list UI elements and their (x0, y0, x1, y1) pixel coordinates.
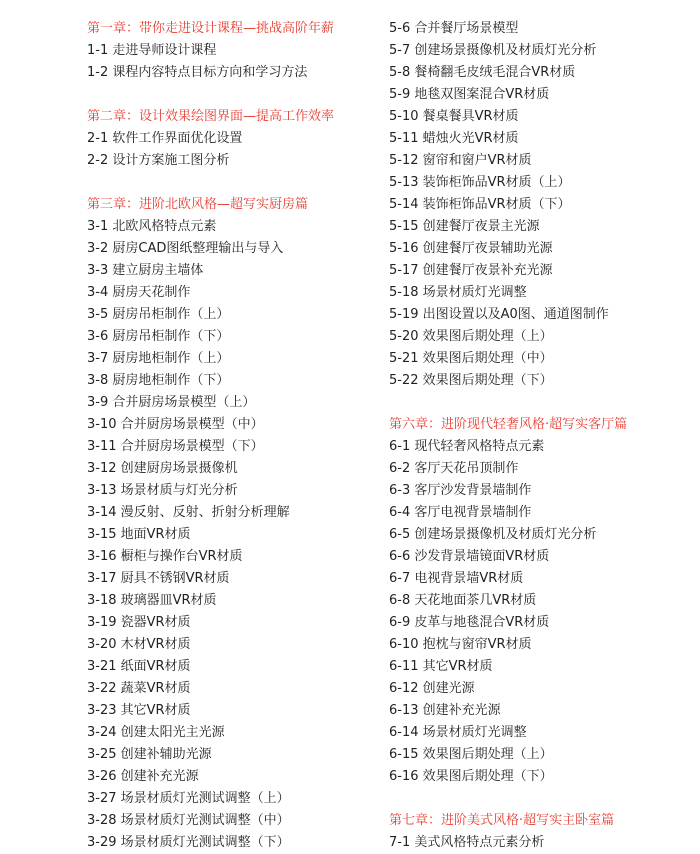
lesson-item: 3-8 厨房地柜制作（下） (87, 373, 230, 388)
lesson-item: 3-28 场景材质灯光测试调整（中） (87, 813, 290, 828)
lesson-item: 6-2 客厅天花吊顶制作 (389, 461, 519, 476)
lesson-item: 3-1 北欧风格特点元素 (87, 219, 217, 234)
lesson-item: 6-14 场景材质灯光调整 (389, 725, 527, 740)
lesson-item: 3-16 橱柜与操作台VR材质 (87, 549, 243, 564)
lesson-item: 3-20 木材VR材质 (87, 637, 191, 652)
lesson-item: 6-3 客厅沙发背景墙制作 (389, 483, 532, 498)
lesson-item: 5-22 效果图后期处理（下） (389, 373, 553, 388)
lesson-item: 3-6 厨房吊柜制作（下） (87, 329, 230, 344)
lesson-item: 3-17 厨具不锈钢VR材质 (87, 571, 230, 586)
section-spacer (87, 172, 377, 194)
lesson-item: 3-14 漫反射、反射、折射分析理解 (87, 505, 290, 520)
lesson-item: 5-15 创建餐厅夜景主光源 (389, 219, 540, 234)
lesson-item: 6-10 抱枕与窗帘VR材质 (389, 637, 532, 652)
lesson-item: 5-9 地毯双图案混合VR材质 (389, 87, 550, 102)
lesson-item: 5-14 装饰柜饰品VR材质（下） (389, 197, 571, 212)
lesson-item: 3-25 创建补辅助光源 (87, 747, 212, 762)
lesson-item: 6-11 其它VR材质 (389, 659, 493, 674)
lesson-item: 5-10 餐桌餐具VR材质 (389, 109, 519, 124)
left-column (87, 18, 377, 854)
lesson-item: 3-27 场景材质灯光测试调整（上） (87, 791, 290, 806)
chapter-heading: 第三章：进阶北欧风格—超写实厨房篇 (87, 197, 309, 212)
lesson-item: 5-19 出图设置以及A0图、通道图制作 (389, 307, 609, 322)
lesson-item: 5-16 创建餐厅夜景辅助光源 (389, 241, 553, 256)
lesson-item: 3-13 场景材质与灯光分析 (87, 483, 238, 498)
lesson-item: 6-1 现代轻奢风格特点元素 (389, 439, 545, 454)
lesson-item: 6-12 创建光源 (389, 681, 475, 696)
lesson-item: 6-13 创建补充光源 (389, 703, 501, 718)
lesson-item: 5-6 合并餐厅场景模型 (389, 21, 519, 36)
lesson-item: 5-18 场景材质灯光调整 (389, 285, 527, 300)
lesson-item: 3-3 建立厨房主墙体 (87, 263, 204, 278)
lesson-item: 6-4 客厅电视背景墙制作 (389, 505, 532, 520)
lesson-item: 1-2 课程内容特点目标方向和学习方法 (87, 65, 308, 80)
lesson-item: 6-5 创建场景摄像机及材质灯光分析 (389, 527, 597, 542)
chapter-heading: 第一章：带你走进设计课程—挑战高阶年薪 (87, 21, 335, 36)
chapter-heading: 第七章：进阶美式风格·超写实主卧室篇 (389, 813, 615, 828)
lesson-item: 3-5 厨房吊柜制作（上） (87, 307, 230, 322)
lesson-item: 5-12 窗帘和窗户VR材质 (389, 153, 532, 168)
lesson-item: 3-9 合并厨房场景模型（上） (87, 395, 256, 410)
lesson-item: 3-22 蔬菜VR材质 (87, 681, 191, 696)
lesson-item: 3-4 厨房天花制作 (87, 285, 191, 300)
lesson-item: 3-10 合并厨房场景模型（中） (87, 417, 264, 432)
lesson-item: 3-19 瓷器VR材质 (87, 615, 191, 630)
lesson-item: 5-7 创建场景摄像机及材质灯光分析 (389, 43, 597, 58)
lesson-item: 5-8 餐椅翻毛皮绒毛混合VR材质 (389, 65, 576, 80)
lesson-item: 5-17 创建餐厅夜景补充光源 (389, 263, 553, 278)
lesson-item: 3-7 厨房地柜制作（上） (87, 351, 230, 366)
lesson-item: 5-20 效果图后期处理（上） (389, 329, 553, 344)
lesson-item: 3-23 其它VR材质 (87, 703, 191, 718)
lesson-item: 3-12 创建厨房场景摄像机 (87, 461, 238, 476)
chapter-heading: 第六章：进阶现代轻奢风格·超写实客厅篇 (389, 417, 628, 432)
lesson-item: 1-1 走进导师设计课程 (87, 43, 217, 58)
chapter-heading: 第二章：设计效果绘图界面—提高工作效率 (87, 109, 335, 124)
lesson-item: 6-7 电视背景墙VR材质 (389, 571, 524, 586)
lesson-item: 5-13 装饰柜饰品VR材质（上） (389, 175, 571, 190)
lesson-item: 3-21 纸面VR材质 (87, 659, 191, 674)
lesson-item: 6-9 皮革与地毯混合VR材质 (389, 615, 550, 630)
lesson-item: 3-11 合并厨房场景模型（下） (87, 439, 264, 454)
lesson-item: 3-29 场景材质灯光测试调整（下） (87, 835, 290, 850)
lesson-item: 5-11 蜡烛火光VR材质 (389, 131, 519, 146)
lesson-item: 3-15 地面VR材质 (87, 527, 191, 542)
lesson-item: 3-2 厨房CAD图纸整理输出与导入 (87, 241, 284, 256)
section-spacer (389, 788, 689, 810)
lesson-item: 6-6 沙发背景墙镜面VR材质 (389, 549, 550, 564)
lesson-item: 7-1 美式风格特点元素分析 (389, 835, 545, 850)
section-spacer (87, 84, 377, 106)
lesson-item: 6-15 效果图后期处理（上） (389, 747, 553, 762)
lesson-item: 2-2 设计方案施工图分析 (87, 153, 230, 168)
lesson-item: 5-21 效果图后期处理（中） (389, 351, 553, 366)
lesson-item: 3-18 玻璃器皿VR材质 (87, 593, 217, 608)
lesson-item: 6-16 效果图后期处理（下） (389, 769, 553, 784)
lesson-item: 3-24 创建太阳光主光源 (87, 725, 225, 740)
lesson-item: 2-1 软件工作界面优化设置 (87, 131, 243, 146)
right-column (389, 18, 689, 854)
lesson-item: 3-26 创建补充光源 (87, 769, 199, 784)
lesson-item: 6-8 天花地面茶几VR材质 (389, 593, 537, 608)
section-spacer (389, 392, 689, 414)
